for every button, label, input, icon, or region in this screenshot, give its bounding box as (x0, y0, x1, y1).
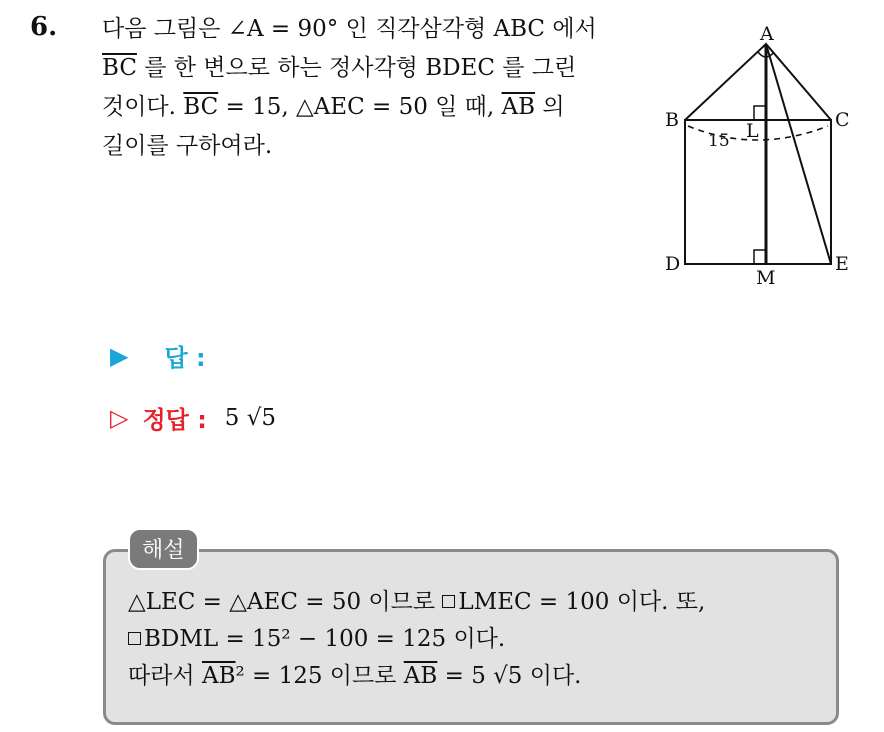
label-c: C (835, 109, 850, 131)
problem-line-4: 길이를 구하여라. (102, 133, 273, 159)
correct-answer-value: 5 √5 (224, 404, 277, 431)
answer-label: 답 : (164, 344, 206, 372)
label-l: L (746, 120, 759, 142)
segment-ab-sol-2: $\overline{AB}$ (403, 663, 438, 689)
segment-ab-sol-1: $\overline{AB}$ (201, 663, 236, 689)
correct-answer-icon: ▷ (110, 403, 129, 432)
right-angle-mark-l (754, 106, 766, 120)
segment-bc-2: $\overline{BC}$ (183, 94, 219, 120)
label-side-15: 15 (708, 131, 730, 151)
problem-number: 6. (30, 12, 58, 42)
correct-answer-row (110, 400, 276, 435)
label-m: M (756, 267, 776, 289)
solution-line-1 (128, 584, 705, 621)
label-a: A (760, 23, 774, 45)
right-angle-mark-m (754, 250, 766, 264)
problem-line-3-pre: 것이다. (102, 94, 184, 120)
segment-bc: $\overline{BC}$ (102, 55, 137, 81)
solution-text (128, 584, 705, 695)
problem-line-1: 다음 그림은 ∠A = 90° 인 직각삼각형 ABC 에서 (102, 16, 597, 42)
problem-text (102, 10, 642, 166)
solution-line-2 (128, 621, 705, 658)
label-e: E (835, 253, 849, 275)
label-b: B (665, 109, 679, 131)
label-d: D (665, 253, 681, 275)
correct-answer-label: 정답 : (142, 406, 207, 434)
answer-arrow-icon: ▶ (110, 341, 129, 370)
problem-line-3-post: 의 (535, 94, 565, 120)
triangle-abc (685, 44, 831, 120)
solution-line-1b: LMEC = 100 이다. 또, (458, 589, 706, 615)
line-ae (766, 44, 831, 264)
solution-line-3-mid: ² = 125 이므로 (235, 663, 404, 689)
problem-line-2-text: 를 한 변으로 하는 정사각형 BDEC 를 그린 (136, 55, 577, 81)
solution-line-2-text: BDML = 15² − 100 = 125 이다. (144, 626, 506, 652)
solution-line-3 (128, 658, 705, 695)
solution-line-3-pre: 따라서 (128, 663, 202, 689)
solution-tag: 해설 (128, 528, 199, 570)
solution-line-1a: △LEC = △AEC = 50 이므로 (128, 589, 443, 615)
square-icon (128, 632, 141, 645)
geometry-figure (660, 20, 860, 290)
problem-line-3 (102, 88, 642, 127)
problem-line-3-mid: = 15, △AEC = 50 일 때, (218, 94, 502, 120)
segment-ab: $\overline{AB}$ (501, 94, 536, 120)
square-icon (442, 595, 455, 608)
answer-row (110, 338, 206, 373)
problem-line-2 (102, 49, 642, 88)
solution-line-3-post: = 5 √5 이다. (437, 663, 582, 689)
